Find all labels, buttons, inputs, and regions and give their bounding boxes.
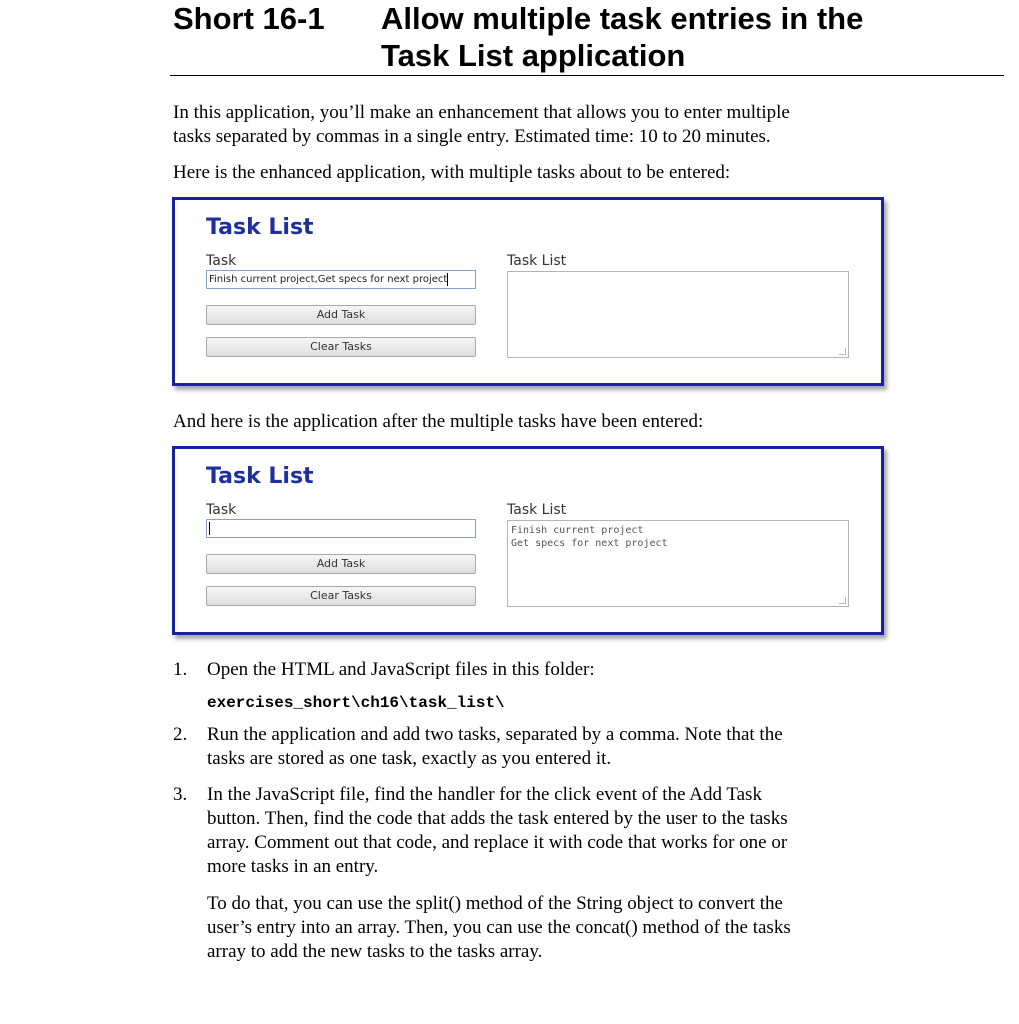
app-title: Task List <box>206 215 314 240</box>
screenshot-after <box>172 446 884 635</box>
step-3-detail <box>207 892 897 964</box>
text-caret <box>209 522 210 535</box>
task-list-label: Task List <box>507 253 567 269</box>
step-text: In the JavaScript file, find the handler for the click event of the Add Task <box>207 784 762 805</box>
after-caption: And here is the application after the multiple tasks have been entered: <box>173 411 704 432</box>
task-list-label: Task List <box>507 502 567 518</box>
intro-line: In this application, you’ll make an enhancement that allows you to enter multiple <box>173 102 790 123</box>
task-list-item: Get specs for next project <box>511 538 668 549</box>
app-title: Task List <box>206 464 314 489</box>
screenshot-before <box>172 197 884 386</box>
intro-line: tasks separated by commas in a single entry. Estimated time: 10 to 20 minutes. <box>173 126 771 147</box>
intro-paragraph <box>173 101 873 149</box>
exercise-number: Short 16-1 <box>173 1 325 36</box>
resize-grip-icon[interactable] <box>839 597 846 604</box>
exercise-title <box>381 0 1001 74</box>
clear-tasks-button[interactable]: Clear Tasks <box>206 337 476 357</box>
title-line-2: Task List application <box>381 38 686 73</box>
task-list-textarea[interactable] <box>507 520 849 607</box>
step-text: button. Then, find the code that adds the task entered by the user to the tasks <box>207 808 788 829</box>
step-text: Run the application and add two tasks, separated by a comma. Note that the <box>207 724 783 745</box>
step-text: Open the HTML and JavaScript files in this folder: <box>207 659 595 680</box>
add-task-button[interactable]: Add Task <box>206 305 476 325</box>
step-text: tasks are stored as one task, exactly as you entered it. <box>207 748 612 769</box>
task-input-value: Finish current project,Get specs for next project <box>209 274 448 285</box>
task-input[interactable] <box>206 270 476 289</box>
folder-path: exercises_short\ch16\task_list\ <box>207 694 505 712</box>
title-line-1: Allow multiple task entries in the <box>381 1 864 36</box>
before-caption: Here is the enhanced application, with multiple tasks about to be entered: <box>173 162 731 183</box>
text-caret <box>447 273 448 286</box>
clear-tasks-button[interactable]: Clear Tasks <box>206 586 476 606</box>
resize-grip-icon[interactable] <box>839 348 846 355</box>
task-list-item: Finish current project <box>511 525 644 536</box>
task-list-textarea[interactable] <box>507 271 849 358</box>
header-rule <box>170 75 1004 76</box>
detail-line: user’s entry into an array. Then, you can use the concat() method of the tasks <box>207 917 791 938</box>
add-task-button[interactable]: Add Task <box>206 554 476 574</box>
task-label: Task <box>206 502 237 518</box>
step-number: 3. <box>173 784 188 805</box>
step-number: 2. <box>173 724 188 745</box>
task-label: Task <box>206 253 237 269</box>
detail-line: array to add the new tasks to the tasks array. <box>207 941 543 962</box>
step-text: more tasks in an entry. <box>207 856 379 877</box>
task-input[interactable] <box>206 519 476 538</box>
detail-line: To do that, you can use the split() method of the String object to convert the <box>207 893 783 914</box>
step-number: 1. <box>173 659 188 680</box>
step-text: array. Comment out that code, and replace it with code that works for one or <box>207 832 788 853</box>
